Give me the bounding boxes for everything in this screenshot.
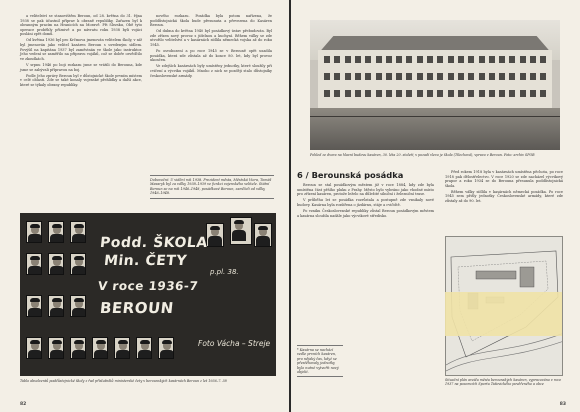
section-heading: 6 / Berounská posádka (297, 170, 404, 180)
building-window (396, 90, 402, 97)
paragraph: Od dubna do května 1940 byl posádkový ústav přebudován. Byl zde zřízen nový provoz s jídelnou a kuchyní. Během války se zde utvořilo velitelství a v kasárnách sídlila německá vojska až do roku 1945. (150, 29, 272, 48)
building-window (468, 90, 474, 97)
building-window (540, 73, 546, 80)
paragraph: V průběhu let se posádka rozrůstala a postupně zde vznikaly nové budovy. Kasárna byla rozšířena o jízdárnu, stáje a cvičiště. (297, 198, 434, 207)
barracks-building-photo (310, 20, 560, 150)
building-window (365, 90, 371, 97)
tableau-place: BEROUN (99, 299, 175, 317)
building-window (520, 90, 526, 97)
building-window (530, 56, 536, 63)
page-number-right: 83 (559, 402, 566, 407)
building-window (345, 56, 351, 63)
tableau-year: V roce 1936-7 (97, 279, 200, 293)
building-window (499, 73, 505, 80)
portrait (26, 221, 42, 243)
building-window (479, 73, 485, 80)
paragraph: Po osvobození a po roce 1945 se v Berouně opět usadila posádka, která zde zůstala až do konce 80. let, kdy byl provoz ukončen. (150, 49, 272, 63)
portrait (48, 253, 64, 275)
building-window (458, 90, 464, 97)
page-number-left: 82 (20, 402, 27, 407)
building-window (406, 73, 412, 80)
paragraph: Ve zdejších kasárnách byly umístěny jednotky, které sloužily při cvičení a výcviku vojáků. Mnoho z nich se později stalo důstojníky československé armády. (150, 64, 272, 78)
tableau-side-label: p.pl. 38. (210, 268, 239, 276)
building-window (376, 90, 382, 97)
building-window (376, 73, 382, 80)
portrait (26, 295, 42, 317)
building-window (406, 90, 412, 97)
building-window (499, 90, 505, 97)
building-window (448, 56, 454, 63)
paragraph: Od května 1936 byl pro Krčmova jmenován velitelem školy, v níž byl jmenován jako velitel kasáren Beroun s uvedeným sídlem. Povýšil na kapitána 1937 byl zaměstnán ve škole jako instruktor. Jeho vedení se zaměřilo na přípravu vojáků, což se dobře osvědčilo ve zkouškách. (20, 38, 142, 61)
building-window (437, 73, 443, 80)
building-window (427, 73, 433, 80)
building-window (386, 90, 392, 97)
building-window (355, 73, 361, 80)
tableau-title-line2: Min. ČETY (103, 253, 188, 269)
building-window (520, 73, 526, 80)
portrait (48, 295, 64, 317)
building-window (355, 56, 361, 63)
building-window (448, 90, 454, 97)
building-window (458, 56, 464, 63)
building-window (365, 73, 371, 80)
building-window (345, 73, 351, 80)
building-window (417, 90, 423, 97)
building-window (396, 73, 402, 80)
portrait (26, 253, 42, 275)
graduation-tableau-photo (20, 213, 276, 376)
paragraph: Po vzniku Československé republiky zůstal Beroun posádkovým městem a kasárna sloužila nadále jako výcvikové středisko. (297, 208, 434, 218)
building-window (468, 73, 474, 80)
portrait (70, 253, 86, 275)
portrait (70, 337, 86, 359)
building-window (365, 56, 371, 63)
right-column-1 (297, 183, 434, 220)
right-column-2 (445, 170, 563, 205)
portrait (48, 221, 64, 243)
building-window (324, 56, 330, 63)
paragraph: V srpnu 1946 po boji rozkazu jsme se vrátili do Berouna, kde jsme se zabývali přípravou na boj. (20, 62, 142, 72)
building-window (437, 56, 443, 63)
paragraph: Před rokem 1918 byla v kasárnách umístěna pěchota, po roce 1918 pak dělostřelectvo. V roce 1920 se zde nacházel výcvikový prapor a roku 1934 se do Berouna přesunula poddůstojnická škola. (445, 170, 563, 188)
building-window (334, 56, 340, 63)
photo-caption: Pohled ze dvora na hlavní budovu kasáren, 30. léta 20. století; v pozadí vlevo je škola (Tilechová), vpravo v Beroun. Foto: archiv SPOB (310, 153, 535, 157)
building-window (499, 56, 505, 63)
tableau-title-line1: Podd. ŠKOLA (99, 235, 209, 251)
portrait (158, 337, 174, 359)
building-window (376, 56, 382, 63)
highlighted-passage (445, 292, 562, 336)
building-window (489, 73, 495, 80)
building-window (540, 90, 546, 97)
left-page (0, 0, 289, 412)
caption-box: Dobovoční: U vidění rok 1938. Prezident města, Městská Viera, Tomáš Masaryk byl za války 1938–1939 ve funkci vojenského velitele. Státní Beroun se na rok 1946–1948, posádkové Beroun, zamlčeli od války 1946–1948. (150, 175, 274, 199)
plan-caption: Situační plán areálu města berounských kasáren, vypracováno v roce 1937 na pozemcích Sportu Tašovického pověřeného a obce (445, 378, 562, 387)
left-column-2 (150, 14, 272, 80)
building-window (448, 73, 454, 80)
quote-box: * Kasárna se nachází vedle prvních kasáren, pro nějaký čas, když se přestěhovaly jednotky bylo nutné vytvořit nový objekt. (297, 345, 343, 377)
paragraph: Během války sídlila v kasárnách německá posádka. Po roce 1945 sem přišly jednotky Československé armády, které zde zůstaly až do 90. let. (445, 189, 563, 204)
building-window (479, 90, 485, 97)
left-column-1 (20, 14, 142, 89)
building-window (324, 73, 330, 80)
building-window (386, 56, 392, 63)
building-window (437, 90, 443, 97)
portrait (92, 337, 108, 359)
portrait (70, 221, 86, 243)
photographer-credit: Foto Vácha – Streje (198, 339, 271, 348)
building-window (427, 90, 433, 97)
portrait (70, 295, 86, 317)
portrait (26, 337, 42, 359)
building-window (334, 73, 340, 80)
building-window (509, 56, 515, 63)
building-window (355, 90, 361, 97)
building-window (468, 56, 474, 63)
portrait (114, 337, 130, 359)
building-window (386, 73, 392, 80)
portrait (48, 337, 64, 359)
building-window (396, 56, 402, 63)
building-window (417, 56, 423, 63)
building-window (509, 90, 515, 97)
building-window (489, 56, 495, 63)
portrait (254, 223, 272, 247)
building-window (530, 73, 536, 80)
building-window (520, 56, 526, 63)
building-window (530, 90, 536, 97)
building-window (479, 56, 485, 63)
tableau-caption: Tablo absolventů poddůstojnické školy z řad příslušníků ministerské čety v berounských kasárnách Beroun z let 1936–7. 38 (20, 379, 227, 383)
paragraph: a velitelství se stanovištěm Beroun, od 28. května do 31. října 1938 se pak účastnil příprav k obraně republiky, Zařazen byl k obranným pracím na Hranicích na Moravě. Při Slezsku, Obě tyto operace proběhly příznivě a po návratu roku 1938 byli vojáci posláni zpět domů. (20, 14, 142, 37)
building-window (345, 90, 351, 97)
portrait (230, 217, 252, 245)
building-window (427, 56, 433, 63)
portrait (136, 337, 152, 359)
paragraph: Beroun se stal posádkovým městem již v roce 1884, kdy zde byla umístěna část pěšího pluku z Prahy. Město bylo vybráno jako vhodné místo pro zřízení kasáren, protože leželo na důležité silniční i železniční trase. (297, 183, 434, 197)
building-window (334, 90, 340, 97)
building-window (509, 73, 515, 80)
paragraph: nového rozkazu. Posádka byla potom nařízena, že poddůstojnická škola bude přesunuta a převezena do Kasáren Beroun. (150, 14, 272, 28)
building-window (406, 56, 412, 63)
building-window (540, 56, 546, 63)
building-window (489, 90, 495, 97)
building-window (417, 73, 423, 80)
building-window (324, 90, 330, 97)
building-window (458, 73, 464, 80)
paragraph: Podle Jeho zprávy Beroun byl v důstojnické škole prvním místem v celé oblasti. Zde se také konaly vojenské přehlídky a další akce, které se týkaly obrany republiky. (20, 73, 142, 87)
